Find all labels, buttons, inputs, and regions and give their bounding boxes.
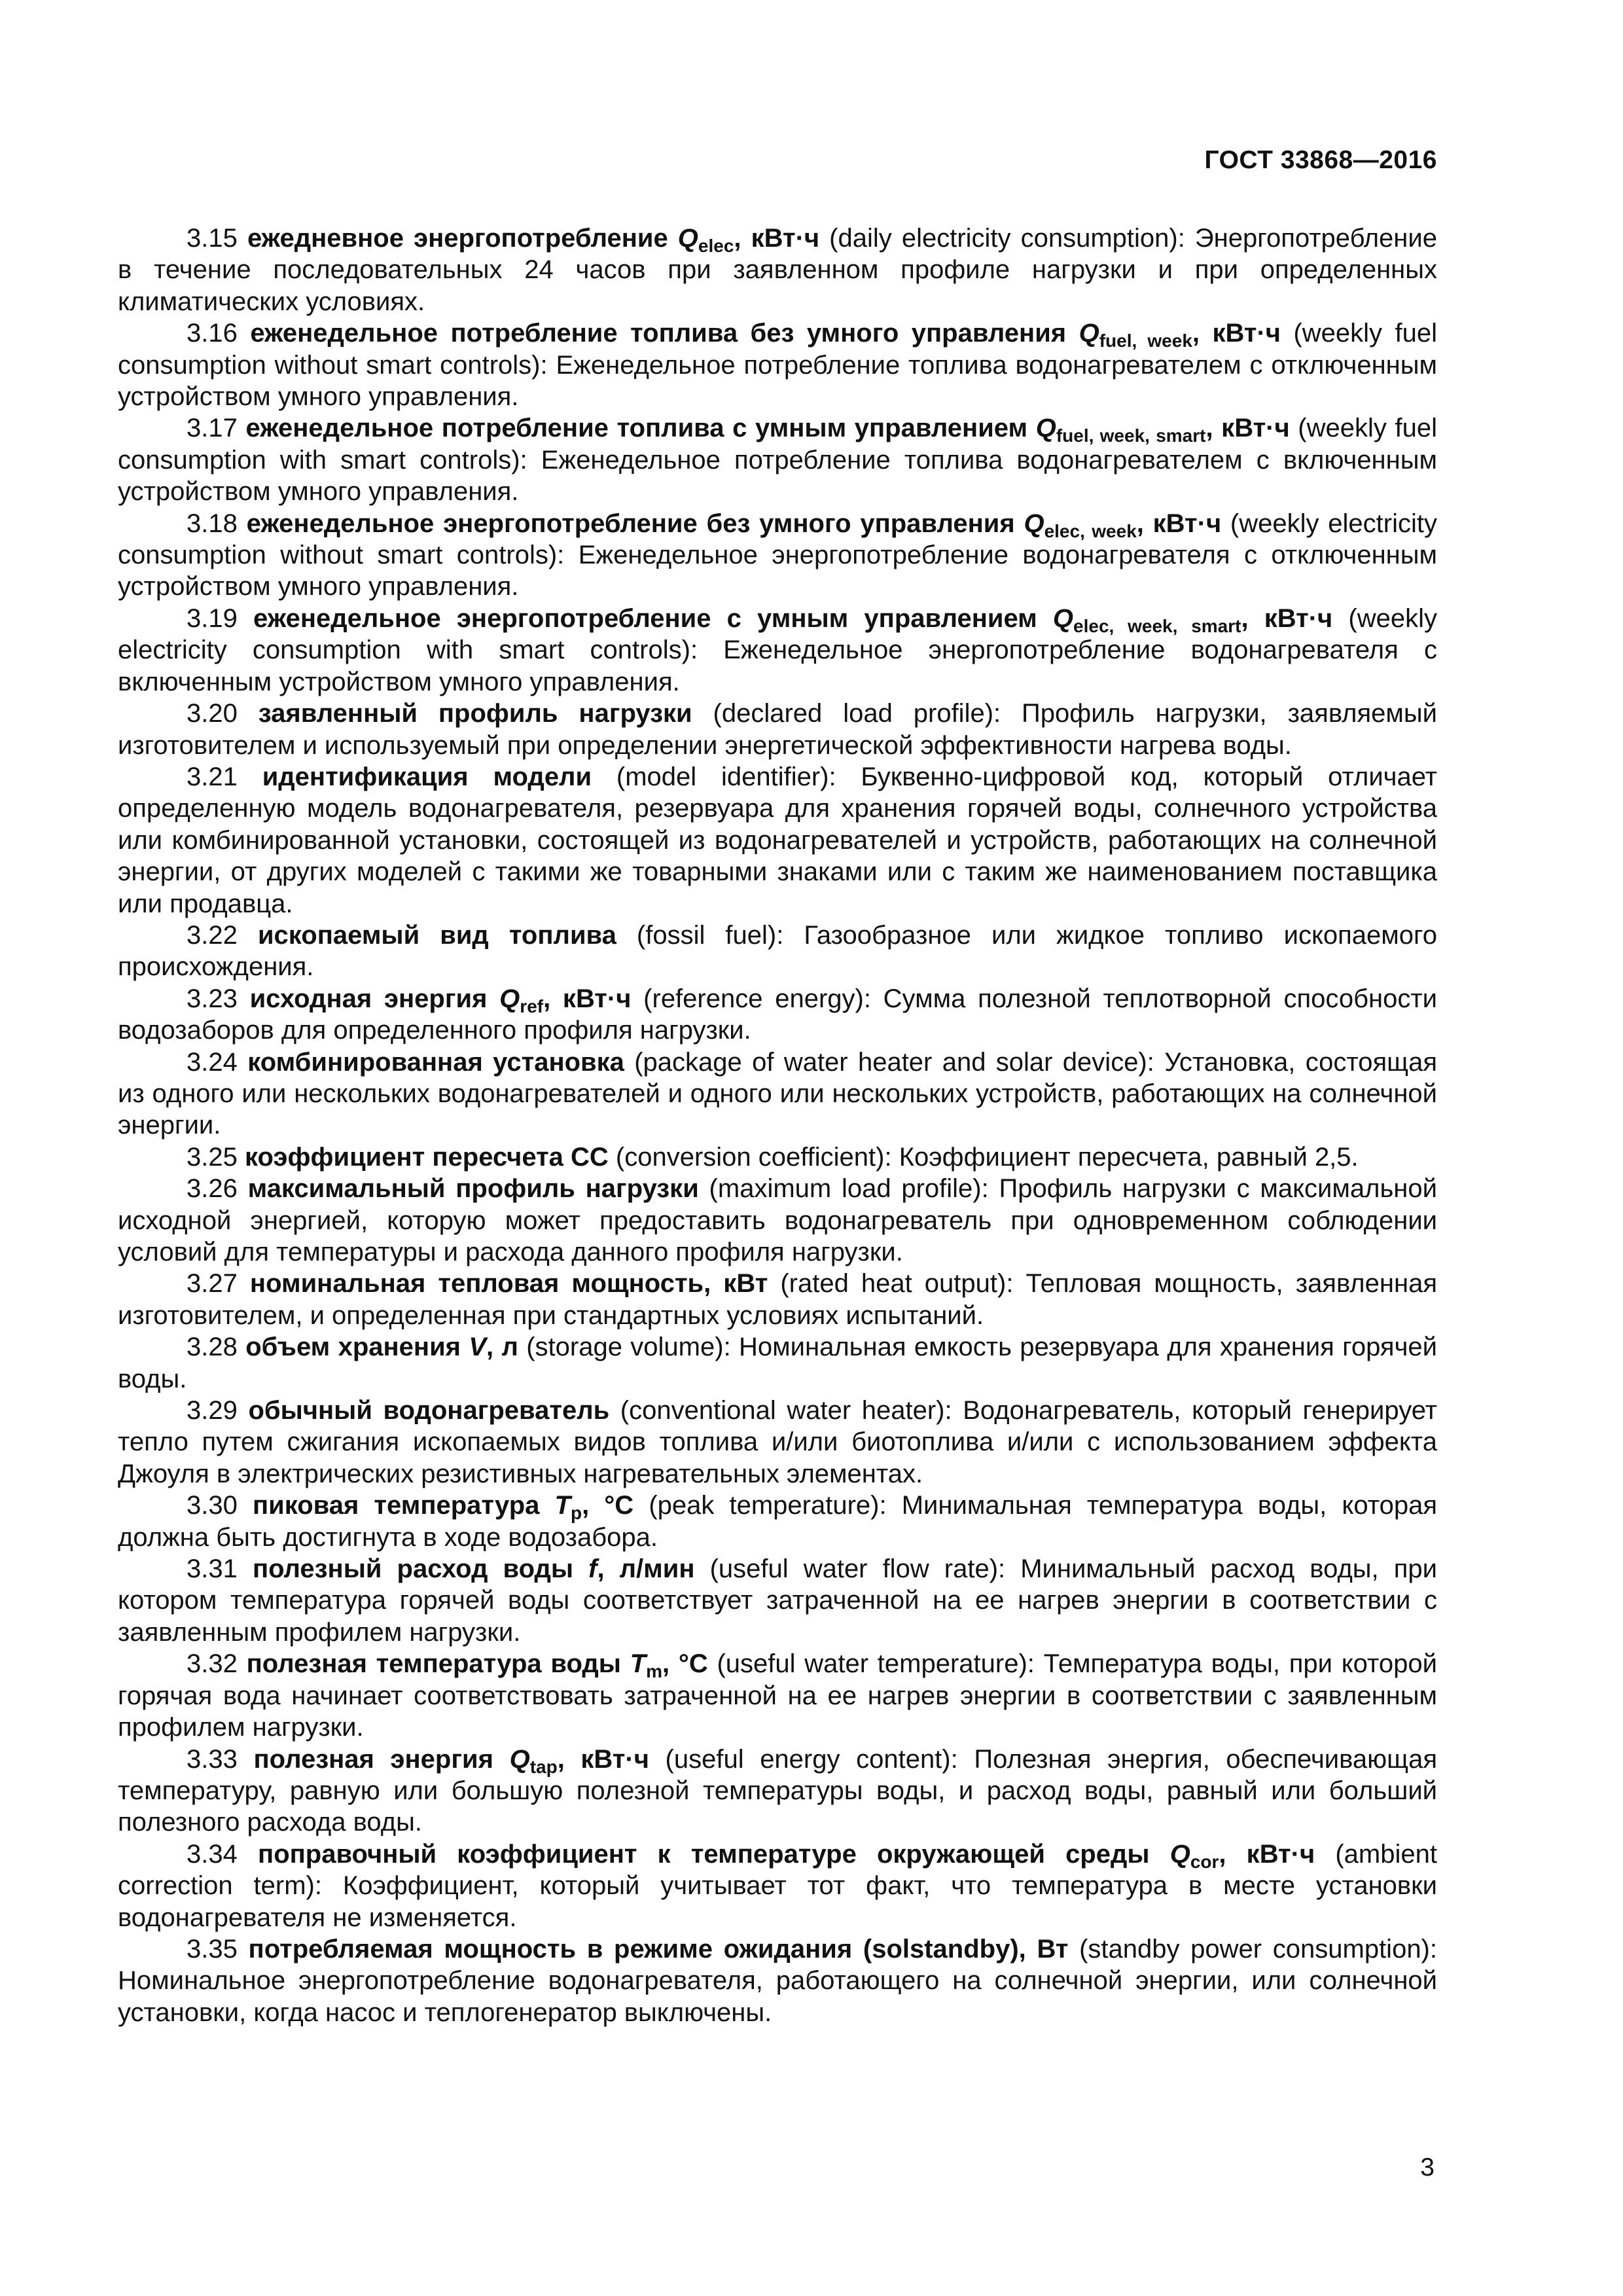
entry-number: 3.33 [187,1744,238,1774]
term-text: еженедельное энергопотребление с умным управлением [253,603,1053,633]
term-subscript: cor [1190,1851,1219,1872]
entry-definition: (storage volume): Номинальная емкость резервуара для хранения горячей воды. [118,1333,1437,1393]
entry-number: 3.20 [187,699,238,728]
entry-number: 3.17 [187,414,238,443]
entry-definition: (model identifier): Буквенно-цифровой код, который отличает определенную модель водонагревателя, резервуара для хранения горячей воды, солнечного устройства или комбинированной установки, состоящей из водонагревателей и устройств, работающих на солнечной энергии, от других моделей с такими же товарными знаками или с таким же наименованием поставщика или продавца. [118,762,1437,918]
term-symbol: V [469,1333,487,1362]
definition-entry [118,1047,1437,1141]
entry-term [262,762,592,791]
entry-number: 3.27 [187,1269,238,1299]
entry-number: 3.26 [187,1174,238,1204]
entry-number: 3.28 [187,1333,238,1362]
definition-entry [118,1141,1437,1173]
term-text: ежедневное энергопотребление [247,224,678,253]
entry-term [248,1174,699,1203]
entry-number: 3.31 [187,1554,238,1584]
entry-definition: (useful energy content): Полезная энергия, обеспечивающая температуру, равную или большую полезной температуры воды, и расход воды, равный или больший полезного расхода воды. [118,1744,1437,1837]
entry-definition: (weekly electricity consumption with smart controls): Еженедельное энергопотребление водонагревателя с включенным устройством умного управления. [118,603,1437,696]
entry-definition: (weekly fuel consumption with smart controls): Еженедельное потребление топлива водонагревателем с включенным устройством умного управления. [118,414,1437,507]
entry-term [245,414,1290,446]
entry-definition: (useful water temperature): Температура воды, при которой горячая вода начинает соответствовать затраченной на ее нагрев энергии в соответствии с заявленным профилем нагрузки. [118,1649,1437,1742]
term-text: еженедельное потребление топлива с умным управлением [245,414,1036,443]
term-text: коэффициент пересчета СС [244,1142,609,1172]
document-header: ГОСТ 33868—2016 [1204,146,1437,174]
definition-entry [118,1490,1437,1553]
term-symbol: T [554,1491,571,1520]
entry-term [247,224,820,256]
term-text: пиковая температура [252,1491,555,1520]
entry-definition: (package of water heater and solar device): Установка, состоящая из одного или нескольких водонагревателей и одного или нескольких устройств, работающих на солнечной энергии. [118,1047,1437,1140]
definition-entry [118,761,1437,920]
term-text: максимальный профиль нагрузки [247,1174,699,1204]
entry-definition: (weekly fuel consumption without smart controls): Еженедельное потребление топлива водонагревателем с отключенным устройством умного управления. [118,319,1437,412]
term-text: комбинированная установка [247,1047,624,1077]
entry-term [258,1839,1315,1872]
entry-term [245,1333,518,1361]
term-text: обычный водонагреватель [248,1396,610,1426]
entry-definition: (conversion coefficient): Коэффициент пересчета, равный 2,5. [608,1142,1359,1172]
term-unit: , кВт·ч [1241,603,1333,633]
term-subscript: fuel, week [1099,331,1192,351]
definition-entry [118,1173,1437,1268]
entry-definition: (standby power consumption): Номинальное энергопотребление водонагревателя, работающего на солнечной энергии, или солнечной установки, когда насос и теплогенератор выключены. [118,1934,1437,2027]
definition-entry [118,1553,1437,1648]
entry-term [249,984,632,1016]
term-text: поправочный коэффициент к температуре окружающей среды [258,1839,1170,1869]
term-text: потребляемая мощность в режиме ожидания (solstandby), Вт [248,1934,1069,1964]
term-text: полезная температура воды [246,1649,630,1679]
entry-term [246,1649,708,1682]
definition-entry [118,412,1437,507]
entry-definition: (conventional water heater): Водонагреватель, который генерирует тепло путем сжигания ископаемых видов топлива и/или биотоплива и/или с использованием эффекта Джоуля в электрических резистивных нагревательных элементах. [118,1396,1437,1488]
entry-definition: (peak temperature): Минимальная температура воды, которая должна быть достигнута в ходе водозабора. [118,1491,1438,1552]
term-unit: , кВт·ч [1136,509,1222,538]
entry-definition: (declared load profile): Профиль нагрузки, заявляемый изготовителем и используемый при определении энергетической эффективности нагрева воды. [118,699,1437,760]
term-symbol: f [588,1554,597,1584]
term-symbol: Q [1079,319,1099,348]
entry-number: 3.25 [187,1142,238,1172]
term-unit: , °С [662,1649,708,1679]
entry-definition: (weekly electricity consumption without smart controls): Еженедельное энергопотребление водонагревателя с отключенным устройством умного управления. [118,509,1437,601]
definition-entry [118,983,1437,1047]
term-text: полезная энергия [253,1744,510,1774]
entry-definition: (maximum load profile): Профиль нагрузки с максимальной исходной энергией, которую может предоставить водонагреватель при одновременном соблюдении условий для температуры и расхода данного профиля нагрузки. [118,1174,1437,1266]
entry-number: 3.21 [187,762,238,791]
term-text: заявленный профиль нагрузки [258,699,692,728]
term-unit: , °С [582,1491,634,1520]
definition-entry [118,1395,1437,1490]
entry-number: 3.22 [187,920,238,950]
definition-entry [118,1839,1437,1933]
entry-term [253,1554,695,1583]
term-subscript: tap [529,1756,558,1777]
entry-term [248,1396,609,1425]
term-subscript: p [570,1503,582,1524]
term-unit: , кВт·ч [734,224,820,253]
term-unit: , л/мин [597,1554,695,1584]
entry-term [247,1048,624,1077]
definition-entry [118,603,1437,698]
term-text: исходная энергия [249,984,500,1013]
definition-entry [118,1648,1437,1743]
term-subscript: elec, week [1044,520,1137,541]
entry-definition: (daily electricity consumption): Энергопотребление в течение последовательных 24 часов при заявленном профиле нагрузки и при определенных климатических условиях. [118,224,1437,316]
term-symbol: Q [1035,414,1056,443]
definition-entry [118,317,1437,412]
definition-entry [118,1268,1437,1331]
entry-number: 3.32 [187,1649,238,1679]
term-symbol: Q [1169,1839,1190,1869]
term-unit: , кВт·ч [1192,319,1281,348]
entry-term [258,921,616,950]
definition-entry [118,1933,1437,2028]
definition-entry [118,1331,1437,1395]
entry-term [250,319,1281,351]
entry-number: 3.19 [187,603,238,633]
term-symbol: Q [1052,603,1074,633]
term-text: номинальная тепловая мощность, кВт [249,1269,768,1299]
definition-entry [118,1744,1437,1839]
term-text: объем хранения [245,1333,469,1362]
entry-number: 3.18 [187,509,238,538]
page-number: 3 [1420,2153,1435,2181]
entry-term [252,1491,634,1524]
entry-number: 3.30 [187,1491,238,1520]
entry-term [249,1935,1069,1964]
entry-definition: (useful water flow rate): Минимальный расход воды, при котором температура горячей воды соответствует затраченной на ее нагрев энергии в соответствии с заявленным профилем нагрузки. [118,1554,1437,1647]
definition-entry [118,698,1437,761]
entry-number: 3.29 [187,1396,238,1426]
term-text: ископаемый вид топлива [257,920,616,950]
entry-term [246,509,1222,541]
term-unit: , л [486,1333,518,1362]
term-unit: , кВт·ч [543,984,632,1013]
term-subscript: fuel, week, smart [1056,425,1206,446]
entry-term [253,1744,649,1777]
entry-number: 3.34 [187,1839,238,1869]
term-text: еженедельное потребление топлива без умного управления [250,319,1079,348]
term-symbol: Q [1024,509,1044,538]
term-subscript: ref [520,996,544,1016]
term-text: полезный расход воды [252,1554,589,1584]
term-subscript: elec [698,236,734,256]
term-symbol: T [630,1649,647,1679]
entry-term [253,603,1333,636]
term-subscript: elec, week, smart [1073,615,1241,636]
term-text: еженедельное энергопотребление без умного управления [246,509,1024,538]
term-unit: , кВт·ч [1219,1839,1315,1869]
entry-term [259,699,692,728]
term-symbol: Q [509,1744,530,1774]
term-subscript: m [646,1661,662,1682]
definition-entry [118,508,1437,603]
definition-entry [118,223,1437,317]
entry-number: 3.15 [187,224,238,253]
entry-definition: (rated heat output): Тепловая мощность, заявленная изготовителем, и определенная при стандартных условиях испытаний. [118,1269,1437,1330]
entry-term [250,1269,768,1298]
entry-term [245,1143,609,1172]
entry-definition: (reference energy): Сумма полезной теплотворной способности водозаборов для определенного профиля нагрузки. [118,984,1437,1045]
term-symbol: Q [677,224,698,253]
term-text: идентификация модели [262,762,592,791]
entry-number: 3.16 [187,319,238,348]
term-unit: , кВт·ч [1205,414,1290,443]
definition-entry [118,920,1437,983]
entry-number: 3.23 [187,984,238,1013]
entry-number: 3.24 [187,1047,238,1077]
entry-definition: (fossil fuel): Газообразное или жидкое топливо ископаемого происхождения. [118,920,1437,982]
entry-number: 3.35 [187,1934,238,1964]
term-unit: , кВт·ч [557,1744,649,1774]
entry-definition: (ambient correction term): Коэффициент, который учитывает тот факт, что температура в месте установки водонагревателя не изменяется. [118,1839,1437,1932]
definitions-list [118,223,1437,2028]
term-symbol: Q [499,984,520,1013]
